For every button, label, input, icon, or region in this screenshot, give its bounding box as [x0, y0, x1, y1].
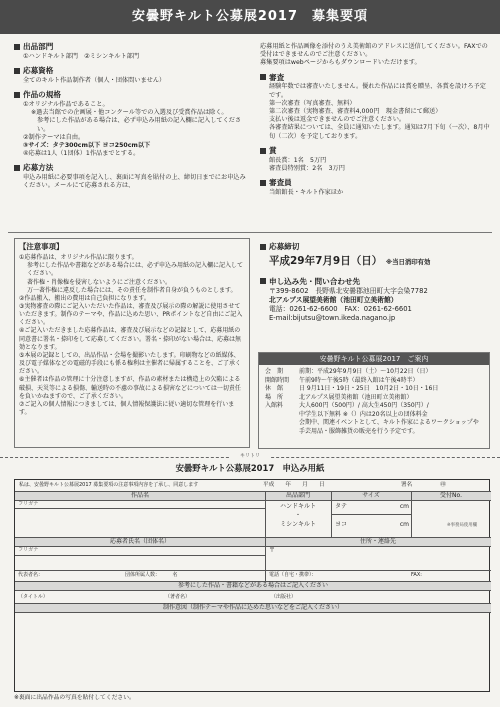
info-row: 会 期 前期：平成29年9月9日（土）〜10月22日（日）	[265, 368, 432, 375]
representative-field[interactable]: 代表者名：	[18, 572, 44, 578]
form-row-line	[331, 514, 411, 515]
page-title: 安曇野キルト公募展2017 募集要項	[0, 0, 500, 34]
width-field[interactable]: ヨコ cm	[335, 521, 409, 528]
column-line	[265, 491, 266, 537]
section-heading: 賞	[260, 146, 490, 156]
column-line	[411, 491, 412, 537]
intro-text: 応募用紙と作品画像を添付のうえ美術館のアドレスに送信してください。FAXでの受付はできませんのでご注意ください。 募集要項はwebページからもダウンロードいただけます。	[260, 43, 488, 67]
section-heading: 申し込み先・問い合わせ先	[260, 277, 490, 287]
reference-publisher-field[interactable]: （出版社）	[271, 594, 297, 600]
section-heading: 応募締切	[260, 242, 490, 252]
section-heading: 審査員	[260, 178, 490, 188]
section-body: 申込み用紙に必要事項を記入し、裏面に写真を貼付の上、締切日までにお申込みください。メールにて応募される方は、	[23, 174, 246, 190]
info-row: 休 館 日 9月11日・19日・25日 10月2日・10日・16日	[265, 385, 439, 393]
form-row-line	[15, 570, 491, 571]
info-row: 開館時間 午前9時〜午後5時（最終入館は午後4時半）	[265, 376, 419, 384]
machine-quilt-option[interactable]: ミシンキルト	[280, 521, 316, 528]
info-row: 中学生以下無料 ※（）内は20名以上の団体料金	[299, 410, 428, 418]
category-label: 出品部門	[285, 492, 310, 499]
exhibition-info-box	[258, 352, 490, 449]
section-heading: 出品部門	[14, 42, 246, 52]
section-heading: 審査	[260, 73, 490, 83]
column-line	[331, 491, 332, 537]
square-bullet-icon	[14, 44, 20, 50]
exhibition-info-rows	[259, 365, 489, 439]
square-bullet-icon	[260, 74, 266, 80]
right-middle-column	[260, 242, 490, 323]
applicant-name-input[interactable]	[18, 556, 262, 570]
reference-author-field[interactable]: （著者名）	[165, 594, 191, 600]
form-row-line	[15, 500, 491, 501]
staff-note: ※事務局使用欄	[447, 523, 478, 528]
application-form	[14, 479, 490, 692]
section-heading: 応募資格	[14, 66, 246, 76]
reception-label: 受付No.	[440, 492, 462, 499]
square-bullet-icon	[260, 244, 266, 250]
height-field[interactable]: タテ cm	[335, 503, 409, 510]
column-line	[265, 537, 266, 581]
furigana-label: フリガナ	[18, 501, 39, 507]
info-row: 入館料 大人600円（500円）/ 高大生450円（350円）/	[265, 402, 429, 410]
date-fields: 平成 年 月 日	[263, 482, 325, 488]
category-separator: ・	[294, 512, 301, 519]
section-heading: 作品の規格	[14, 90, 246, 100]
address-label: 住所・連絡先	[359, 538, 396, 545]
square-bullet-icon	[260, 278, 266, 284]
intent-label: 制作意図（制作テーマや作品に込めた思いなどをご記入ください）	[162, 604, 343, 611]
agreement-text: 私は、安曇野キルト公募展2017 募集要項の注意事項内容を了承し、同意します	[19, 482, 199, 488]
section-body: ①ハンドキルト部門 ②ミシンキルト部門	[23, 52, 140, 60]
square-bullet-icon	[14, 165, 20, 171]
square-bullet-icon	[14, 92, 20, 98]
form-row-line	[15, 612, 491, 613]
right-top-column	[260, 42, 490, 197]
section-body: 当館館長・キルト作家ほか	[269, 188, 344, 196]
form-title: 安曇野キルト公募展2017 申込み用紙	[175, 463, 325, 473]
divider	[8, 232, 492, 233]
postal-code-field[interactable]: 〒	[269, 547, 276, 554]
signature-field[interactable]: 署名 ㊞	[401, 482, 446, 488]
section-body: 全てのキルト作品制作者（個人・団体問いません）	[23, 76, 166, 84]
square-bullet-icon	[14, 68, 20, 74]
deadline-date: 平成29年7月9日（日） ※当日消印有効	[269, 254, 431, 267]
square-bullet-icon	[260, 180, 266, 186]
section-heading: 応募方法	[14, 163, 246, 173]
notes-box: 【注意事項】 ①応募作品は、オリジナル作品に限ります。 参考にした作品や書籍などがある場合には、必ず申込み用紙の記入欄に記入してください。 著作権・肖像権を侵害しないようにご注意ください。 万一著作権に違反した場合には、その責任を制作者自身が負うものとします。 ②作品搬入、搬出の費用は自己負担になります。 ③実物審査の際にご記入いただいた作品は、審査及び展示の際の解説に使用させていただきます。制作のテーマや、作品に込めた思い、PRポイントなど自由にご記入ください。 ④ご記入いただきました応募作品は、審査及び展示などの記録として、応募用紙の同意書に署名・捺印をして応募してください。署名・捺印がない場合は、応募は無効となります。 ⑤本展の記録としての、出品作品・会場を撮影いたします。印刷物などの紙媒体、及び電子媒体などの電磁的手段にも係る権利は主催者に帰属することを、ご了承ください。 ⑥主催者は作品の管理に十分注意しますが、作品の素材または構造上の欠陥による破損、天災等による損傷、輸送時の不慮の事故による損害などについては一切責任を負いかねますので、ご了承ください。 ⑦ご記入の個人情報につきましては、個人情報保護法に従い適切な管理を行います。	[14, 238, 250, 448]
form-row-line	[15, 590, 491, 591]
info-row: 手芸用品・服飾雑貨の販売を行う予定です。	[299, 427, 419, 435]
phone-field[interactable]: 電話（自宅・携帯）：	[269, 572, 317, 578]
reference-title-field[interactable]: （タイトル）	[18, 594, 48, 600]
furigana-label: フリガナ	[18, 547, 39, 553]
work-name-input[interactable]	[18, 509, 262, 537]
contact-info: 〒399-8602 長野県北安曇郡池田町大字会染7782 北アルプス展望美術館（池田町立美術館） 電話：0261-62-6600 FAX：0261-62-6601 E-mail:bijutsu@town.ikeda.nagano.jp	[269, 287, 428, 323]
footnote: ※裏面に出品作品の写真を貼付してください。	[14, 695, 135, 701]
info-row: 場 所 北アルプス展望美術館（池田町立美術館）	[265, 393, 413, 401]
section-body: 館長賞：1名 5万円 審査員特別賞：2名 3万円	[269, 156, 345, 172]
section-body: 経験年数では審査いたしません。優れた作品には賞を贈呈、各賞を設けろ予定です。 第一次審査（写真審査、無料） 第二次審査（実物審査、審査料4,000円 現金書留にて郵送） 支払い後は返金できませんのでご注意ください。 各審査結果については、全員に通知いたします。通知は7月下旬（一次）、8月中旬（二次）を予定しております。	[269, 83, 490, 140]
exhibition-info-title: 安曇野キルト公募展2017 ご案内	[259, 353, 489, 365]
left-top-column	[14, 42, 246, 191]
form-row-line	[15, 546, 491, 547]
cut-line-label: キリトリ	[230, 453, 270, 460]
intent-textarea[interactable]	[18, 614, 488, 690]
info-row: 会期中、関連イベントとして、キルト作家によるワークショップや	[299, 419, 479, 427]
hand-quilt-option[interactable]: ハンドキルト	[280, 503, 316, 510]
member-count-field[interactable]: 団体所属人数： 名	[125, 572, 178, 578]
work-name-label: 作品名	[130, 492, 149, 499]
reference-label: 参考にした作品・書籍などがある場合はご記入ください	[177, 582, 328, 589]
size-label: サイズ	[362, 492, 380, 499]
fax-field[interactable]: FAX:	[411, 572, 422, 578]
square-bullet-icon	[260, 148, 266, 154]
section-body: ①オリジナル作品であること。 ※過去当館での企画展・他コンクール等での入選及び受賞作品は除く。 参考にした作品がある場合は、必ず申込み用紙の記入欄に記入してください。 ②制作テーマは自由。 ③サイズ：タテ300cm以下 ヨコ250cm以下 ④応募は1人（1団体）1作品までとする。	[23, 100, 242, 158]
applicant-label: 応募者氏名（団体名）	[109, 538, 170, 545]
